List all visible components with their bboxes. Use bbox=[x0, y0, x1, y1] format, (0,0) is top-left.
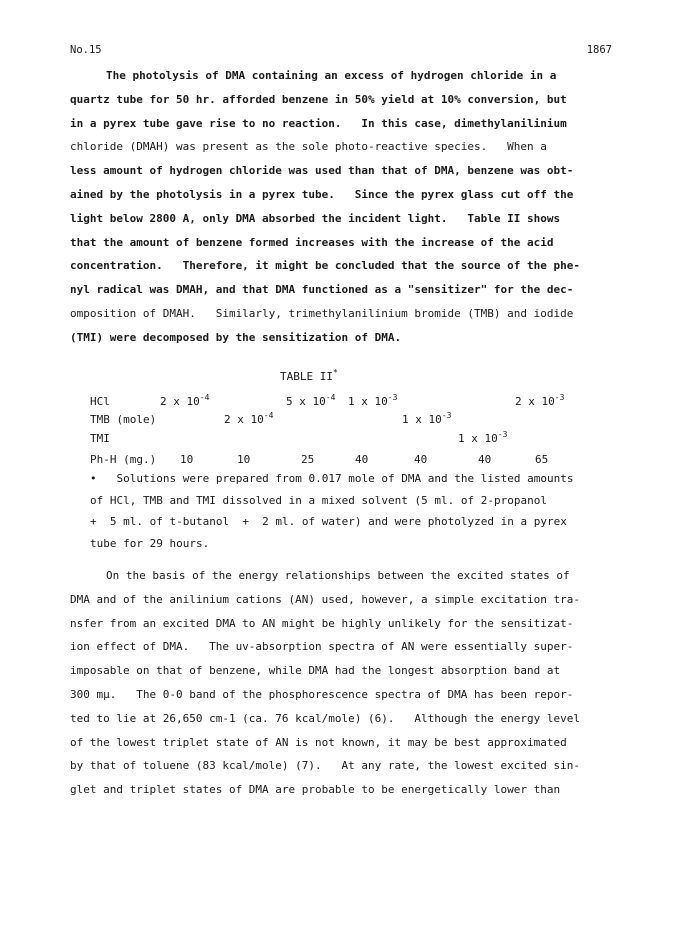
table-cell: 1 x $10^{-3}$ bbox=[402, 411, 452, 426]
text-line: that the amount of benzene formed increases with the increase of the acid bbox=[70, 235, 554, 249]
text-line: omposition of DMAH. Similarly, trimethylanilinium bromide (TMB) and iodide bbox=[70, 306, 574, 320]
text-line: 300 mμ. The 0-0 band of the phosphorescence spectra of DMA has been repor- bbox=[70, 687, 574, 701]
text-line: ion effect of DMA. The uv-absorption spectra of AN were essentially super- bbox=[70, 640, 574, 654]
text-line: tube for 29 hours. bbox=[90, 536, 210, 550]
text-line: of the lowest triplet state of AN is not known, it may be best approximated bbox=[70, 735, 567, 749]
text-line: ained by the photolysis in a pyrex tube. Since the pyrex glass cut off the bbox=[70, 187, 574, 201]
table-cell: 1 x $10^{-3}$ bbox=[348, 393, 398, 408]
text-line: DMA and of the anilinium cations (AN) used, however, a simple excitation tra- bbox=[70, 592, 580, 606]
table-cell: 2 x $10^{-4}$ bbox=[160, 393, 210, 408]
paragraph-photolysis bbox=[70, 64, 612, 350]
table-cell: 1 x $10^{-3}$ bbox=[458, 430, 508, 445]
table-cell: 40 bbox=[414, 453, 428, 466]
table-cell: 10 bbox=[237, 453, 251, 466]
text-line: nsfer from an excited DMA to AN might be highly unlikely for the sensitizat- bbox=[70, 616, 574, 630]
text-line: concentration. Therefore, it might be concluded that the source of the phe- bbox=[70, 259, 580, 273]
text-line: nyl radical was DMAH, and that DMA functioned as a "sensitizer" for the dec- bbox=[70, 283, 574, 297]
text-line: (TMI) were decomposed by the sensitization of DMA. bbox=[70, 330, 402, 344]
table-cell: 10 bbox=[180, 453, 194, 466]
text-line: glet and triplet states of DMA are probable to be energetically lower than bbox=[70, 783, 561, 797]
text-line: less amount of hydrogen chloride was used than that of DMA, benzene was obt- bbox=[70, 164, 574, 178]
table-cell: 2 x $10^{-4}$ bbox=[224, 411, 274, 426]
table-cell: 65 bbox=[535, 453, 549, 466]
text-line: light below 2800 A, only DMA absorbed the incident light. Table II shows bbox=[70, 211, 561, 225]
table-footnote bbox=[90, 468, 590, 554]
table-cell: 2 x $10^{-3}$ bbox=[515, 393, 565, 408]
table-cell: 25 bbox=[301, 453, 315, 466]
text-line: ted to lie at 26,650 cm-1 (ca. 76 kcal/mole) (6). Although the energy level bbox=[70, 711, 580, 725]
text-line: On the basis of the energy relationships between the excited states of bbox=[106, 569, 570, 582]
text-line: The photolysis of DMA containing an excess of hydrogen chloride in a bbox=[106, 69, 557, 82]
issue-number: No.15 bbox=[70, 44, 102, 56]
footnote-mark: * bbox=[332, 368, 338, 377]
table-title: TABLE II* bbox=[280, 368, 338, 383]
text-line: by that of toluene (83 kcal/mole) (7). At any rate, the lowest excited sin- bbox=[70, 759, 580, 773]
text-line: quartz tube for 50 hr. afforded benzene in 50% yield at 10% conversion, but bbox=[70, 92, 567, 106]
row-label-hcl: HCl bbox=[90, 395, 110, 408]
text-line: of HCl, TMB and TMI dissolved in a mixed solvent (5 ml. of 2-propanol bbox=[90, 493, 547, 507]
table-cell: 40 bbox=[478, 453, 492, 466]
text-line: in a pyrex tube gave rise to no reaction. In this case, dimethylanilinium bbox=[70, 116, 567, 130]
text-line: • Solutions were prepared from 0.017 mole of DMA and the listed amounts bbox=[90, 472, 574, 485]
table-cell: 40 bbox=[355, 453, 369, 466]
text-line: chloride (DMAH) was present as the sole photo-reactive species. When a bbox=[70, 140, 547, 154]
paragraph-energy bbox=[70, 564, 612, 802]
table-cell: 5 x $10^{-4}$ bbox=[286, 393, 336, 408]
row-label-tmb: TMB (mole) bbox=[90, 413, 157, 426]
row-label-phh: Ph-H (mg.) bbox=[90, 453, 157, 466]
row-label-tmi: TMI bbox=[90, 432, 110, 445]
page-number: 1867 bbox=[586, 44, 612, 56]
text-line: + 5 ml. of t-butanol + 2 ml. of water) and were photolyzed in a pyrex bbox=[90, 515, 567, 529]
text-line: imposable on that of benzene, while DMA had the longest absorption band at bbox=[70, 664, 561, 678]
